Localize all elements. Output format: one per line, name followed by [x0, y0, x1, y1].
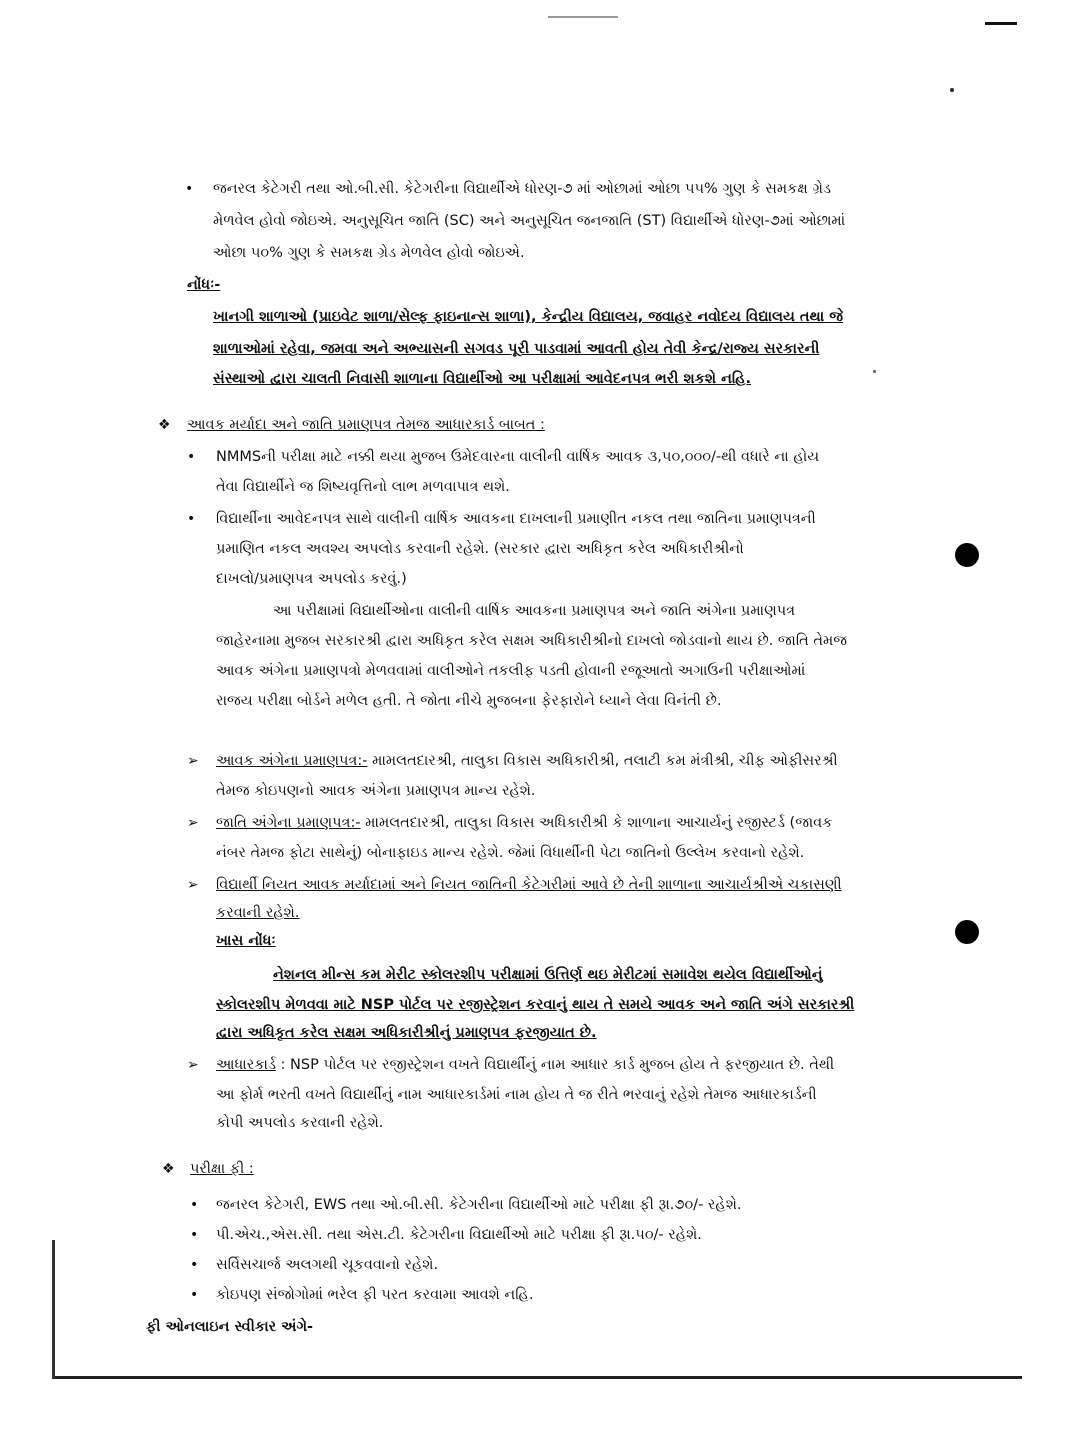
special-note-line: નેશનલ મીન્સ કમ મેરીટ સ્કોલરશીપ પરીક્ષામાં ઉત્તિર્ણ થઇ મેરીટમાં સમાવેશ થયેલ વિદ્યાર્થીઓનું: [273, 967, 823, 983]
fee-item: સર્વિસચાર્જ અલગથી ચૂકવવાનો રહેશે.: [216, 1257, 439, 1273]
arrow-marker: ➢: [187, 815, 199, 831]
fee-item: કોઇપણ સંજોગોમાં ભરેલ ફી પરત કરવામા આવશે નહિ.: [216, 1287, 534, 1303]
verification-line: કરવાની રહેશે.: [216, 905, 300, 921]
caste-certificate-line: નંબર તેમજ ફોટા સાથેનું) બોનાફાઇડ માન્ય રહેશે. જેમાં વિધાર્થીની પેટા જાતિનો ઉલ્લેખ કરવાનો રહેશે.: [216, 845, 805, 861]
aadhaar-line: કોપી અપલોડ કરવાની રહેશે.: [216, 1115, 384, 1131]
page-left-edge: [52, 1240, 55, 1378]
bullet-marker: •: [190, 1227, 199, 1243]
eligibility-line: ઓછા ૫૦% ગુણ કે સમકક્ષ ગ્રેડ મેળવેલ હોવો જોઇએ.: [213, 245, 525, 261]
upload-line: પ્રમાણિત નકલ અવશ્ય અપલોડ કરવાની રહેશે. (સરકાર દ્વારા અધિકૃત કરેલ અધિકારીશ્રીનો: [216, 541, 744, 557]
income-certificate-line: તેમજ કોઇપણનો આવક અંગેના પ્રમાણપત્ર માન્ય રહેશે.: [216, 783, 536, 799]
section-heading-fee: પરીક્ષા ફી :: [190, 1161, 254, 1177]
bullet-marker: •: [185, 181, 194, 197]
aadhaar-line: [216, 1054, 834, 1076]
arrow-marker: ➢: [187, 877, 199, 893]
note-line: સંસ્થાઓ દ્વારા ચાલતી નિવાસી શાળાના વિદ્યાર્થીઓ આ પરીક્ષામાં આવેદનપત્ર ભરી શકશે નહિ.: [213, 371, 752, 387]
fee-item: જનરલ કેટેગરી, EWS તથા ઓ.બી.સી. કેટેગરીના વિદ્યાર્થીઓ માટે પરીક્ષા ફી રૂા.૭૦/- રહેશે.: [216, 1197, 742, 1213]
caste-certificate-text: મામલતદારશ્રી, તાલુકા વિકાસ અધિકારીશ્રી કે શાળાના આચાર્યનું રજીસ્ટર્ડ (જાવક: [360, 815, 833, 831]
aadhaar-text: : NSP પોર્ટલ પર રજીસ્ટ્રેશન વખતે વિદ્યાર્થીનું નામ આધાર કાર્ડ મુજબ હોય તે ફરજીયાત છે. તેથી: [275, 1057, 835, 1073]
eligibility-line: મેળવેલ હોવો જોઇએ. અનુસૂચિત જાતિ (SC) અને અનુસૂચિત જનજાતિ (ST) વિદ્યાર્થીએ ધોરણ-૭માં ઓછામાં: [213, 213, 846, 229]
special-note-line: દ્વારા અધિકૃત કરેલ સક્ષમ અધિકારીશ્રીનું પ્રમાણપત્ર ફરજીયાત છે.: [216, 1025, 597, 1041]
top-scan-line: [548, 16, 618, 18]
bullet-marker: •: [190, 1287, 199, 1303]
punch-hole: [955, 543, 979, 567]
note-heading: નોંધઃ-: [187, 277, 221, 293]
caste-certificate-line: [216, 812, 832, 834]
bullet-marker: •: [187, 511, 196, 527]
upload-line: દાખલો/પ્રમાણપત્ર અપલોડ કરવું.): [216, 571, 407, 587]
income-certificate-label: આવક અંગેના પ્રમાણપત્ર:-: [216, 753, 368, 769]
upload-line: વિદ્યાર્થીના આવેદનપત્ર સાથે વાલીની વાર્ષિક આવકના દાખલાની પ્રમાણીત નકલ તથા જાતિના પ્રમાણપત્રની: [216, 511, 816, 527]
special-note-line: સ્કોલરશીપ મેળવવા માટે NSP પોર્ટલ પર રજીસ્ટ્રેશન કરવાનું થાય તે સમયે આવક અને જાતિ અંગે સરકારશ્રી: [216, 997, 855, 1013]
income-line: NMMSની પરીક્ષા માટે નક્કી થયા મુજબ ઉમેદવારના વાલીની વાર્ષિક આવક ૩,૫૦,૦૦૦/-થી વધારે ના હોય: [216, 449, 820, 465]
special-note-heading: ખાસ નોંધઃ: [216, 933, 276, 949]
arrow-marker: ➢: [187, 1057, 199, 1073]
fee-item: પી.એચ.,એસ.સી. તથા એસ.ટી. કેટેગરીના વિદ્યાર્થીઓ માટે પરીક્ષા ફી રૂા.૫૦/- રહેશે.: [216, 1227, 702, 1243]
income-certificate-line: [216, 750, 838, 772]
fee-online-heading: ફી ઓનલાઇન સ્વીકાર અંગે-: [146, 1319, 314, 1335]
punch-hole: [955, 920, 979, 944]
paragraph-line: જાહેરનામા મુજબ સરકારશ્રી દ્વારા અધિકૃત કરેલ સક્ષમ અધિકારીશ્રીનો દાખલો જોડવાનો થાય છે. જાતિ તેમજ: [216, 633, 847, 649]
arrow-marker: ➢: [187, 753, 199, 769]
page-bottom-edge: [52, 1376, 1022, 1379]
bullet-marker: •: [190, 1197, 199, 1213]
corner-mark: [985, 22, 1017, 25]
eligibility-line: જનરલ કેટેગરી તથા ઓ.બી.સી. કેટેગરીના વિદ્યાર્થીએ ધોરણ-૭ માં ઓછામાં ઓછા ૫૫% ગુણ કે સમકક્ષ ગ્રેડ: [213, 181, 831, 197]
verification-line: વિદ્યાર્થી નિયત આવક મર્યાદામાં અને નિયત જાતિની કેટેગરીમાં આવે છે તેની શાળાના આચાર્યશ્રીએ ચકાસણી: [216, 877, 842, 893]
scan-speck: [950, 88, 954, 92]
bullet-marker: •: [190, 1257, 199, 1273]
diamond-marker: ❖: [158, 417, 171, 433]
note-line: ખાનગી શાળાઓ (પ્રાઇવેટ શાળા/સેલ્ફ ફાઇનાન્સ શાળા), કેન્દ્રીય વિદ્યાલય, જવાહર નવોદય વિદ્યાલય તથા જે: [213, 309, 843, 325]
aadhaar-label: આધારકાર્ડ: [216, 1057, 276, 1073]
aadhaar-line: આ ફોર્મ ભરતી વખતે વિદ્યાર્થીનું નામ આધારકાર્ડમાં નામ હોય તે જ રીતે ભરવાનું રહેશે તેમજ આધારકાર્ડની: [216, 1087, 817, 1103]
income-certificate-text: મામલતદારશ્રી, તાલુકા વિકાસ અધિકારીશ્રી, તલાટી કમ મંત્રીશ્રી, ચીફ ઓફીસરશ્રી: [367, 753, 838, 769]
caste-certificate-label: જાતિ અંગેના પ્રમાણપત્ર:-: [216, 815, 361, 831]
scan-speck: [873, 370, 876, 373]
note-line: શાળાઓમાં રહેવા, જમવા અને અભ્યાસની સગવડ પૂરી પાડવામાં આવતી હોય તેવી કેન્દ્ર/રાજ્ય સરકારની: [213, 341, 820, 357]
section-heading-income: આવક મર્યાદા અને જાતિ પ્રમાણપત્ર તેમજ આધારકાર્ડ બાબત :: [187, 417, 545, 433]
bullet-marker: •: [187, 449, 196, 465]
paragraph-line: આવક અંગેના પ્રમાણપત્રો મેળવવામાં વાલીઓને તકલીફ પડતી હોવાની રજૂઆતો અગાઉની પરીક્ષાઓમાં: [216, 663, 806, 679]
paragraph-line: આ પરીક્ષામાં વિદ્યાર્થીઓના વાલીની વાર્ષિક આવકના પ્રમાણપત્ર અને જાતિ અંગેના પ્રમાણપત્ર: [273, 603, 796, 619]
income-line: તેવા વિદ્યાર્થીને જ શિષ્યવૃત્તિનો લાભ મળવાપાત્ર થશે.: [216, 479, 510, 495]
diamond-marker: ❖: [162, 1161, 175, 1177]
paragraph-line: રાજય પરીક્ષા બોર્ડને મળેલ હતી. તે જોતા નીચે મુજબના ફેરફારોને ધ્યાને લેવા વિનંતી છે.: [216, 693, 722, 709]
